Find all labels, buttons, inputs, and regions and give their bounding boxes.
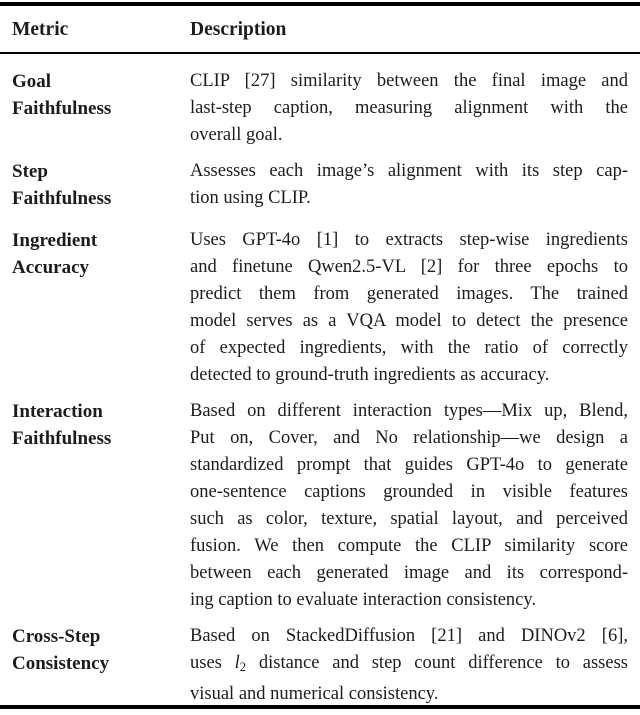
table-row	[12, 623, 628, 708]
text-line: visual and numerical consistency.	[190, 683, 439, 704]
text-line: ing caption to evaluate interaction consistency.	[190, 590, 537, 610]
text-line: Interaction	[12, 401, 103, 422]
text-line: Assesses each image’s alignment with its step cap-	[190, 161, 628, 181]
text-line: fusion. We then compute the CLIP similarity score	[190, 536, 628, 556]
text-line: last-step caption, measuring alignment with the	[190, 98, 628, 118]
text-line: uses $l_2$ distance and step count difference to assess	[190, 653, 628, 674]
text-line: Step	[12, 161, 48, 182]
description-cell	[190, 227, 628, 389]
text-line: Accuracy	[12, 257, 90, 278]
description-cell	[190, 158, 628, 212]
text-line: Ingredient	[12, 230, 98, 251]
text-line: such as color, texture, spatial layout, and perceived	[190, 509, 628, 529]
text-line: one-sentence captions grounded in visible features	[190, 482, 628, 502]
text-line: Uses GPT-4o [1] to extracts step-wise ingredients	[190, 230, 628, 250]
text-line: predict them from generated images. The trained	[190, 284, 628, 304]
text-line: Goal	[12, 71, 52, 92]
description-cell	[190, 68, 628, 149]
text-line: model serves as a VQA model to detect the presence	[190, 311, 628, 331]
description-cell	[190, 623, 628, 708]
text-line: detected to ground-truth ingredients as accuracy.	[190, 365, 550, 385]
column-header-metric: Metric	[12, 19, 69, 40]
table-row	[12, 398, 628, 614]
table-row	[12, 158, 628, 212]
metric-cell	[12, 623, 190, 677]
description-cell	[190, 398, 628, 614]
metric-cell	[12, 227, 190, 281]
text-line: of expected ingredients, with the ratio of correctly	[190, 338, 628, 358]
text-line: Consistency	[12, 653, 110, 674]
text-line: CLIP [27] similarity between the final image and	[190, 71, 628, 91]
text-line: Faithfulness	[12, 428, 112, 449]
table-row	[12, 68, 628, 149]
text-line: Based on different interaction types—Mix up, Blend,	[190, 401, 628, 421]
column-header-description: Description	[190, 19, 287, 40]
text-line: Put on, Cover, and No relationship—we design a	[190, 428, 628, 448]
text-line: Faithfulness	[12, 188, 112, 209]
metric-cell	[12, 158, 190, 212]
text-line: Faithfulness	[12, 98, 112, 119]
text-line: tion using CLIP.	[190, 188, 311, 208]
table-header-row	[12, 16, 628, 43]
metric-cell	[12, 68, 190, 122]
text-line: between each generated image and its correspond-	[190, 563, 628, 583]
metric-cell	[12, 398, 190, 452]
text-line: standardized prompt that guides GPT-4o to generate	[190, 455, 628, 475]
text-line: overall goal.	[190, 125, 283, 145]
text-line: and finetune Qwen2.5-VL [2] for three epochs to	[190, 257, 628, 277]
table-row	[12, 227, 628, 389]
text-line: Cross-Step	[12, 626, 101, 647]
text-line: Based on StackedDiffusion [21] and DINOv2 [6],	[190, 626, 628, 646]
